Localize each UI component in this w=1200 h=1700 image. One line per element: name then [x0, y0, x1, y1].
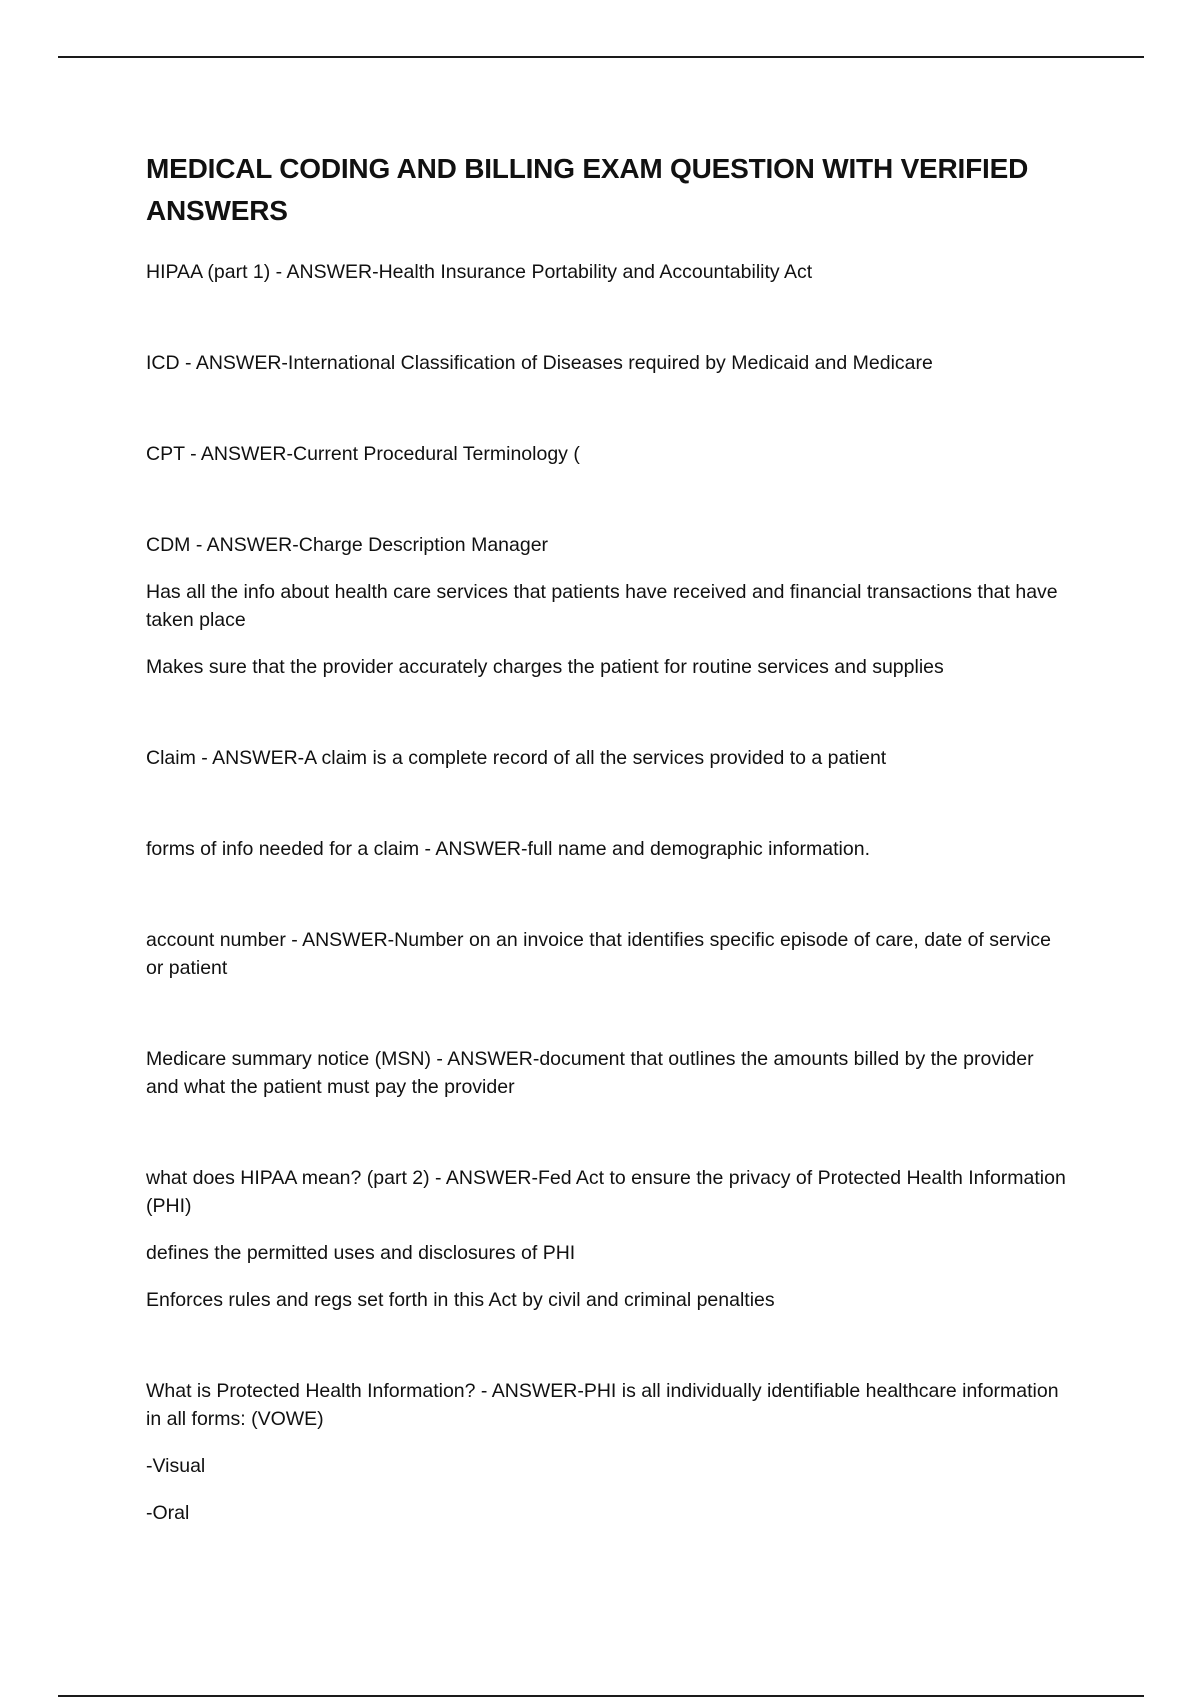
qa-line: Claim - ANSWER-A claim is a complete record of all the services provided to a patient: [146, 747, 887, 769]
qa-line: CPT - ANSWER-Current Procedural Terminology (: [146, 443, 580, 465]
qa-line: Makes sure that the provider accurately charges the patient for routine services and supplies: [146, 656, 944, 678]
qa-entry-msn: [146, 1045, 1066, 1101]
qa-entry-forms-of-info: [146, 835, 1066, 863]
qa-line: what does HIPAA mean? (part 2) - ANSWER-Fed Act to ensure the privacy of Protected Health Information (PHI): [146, 1167, 1066, 1217]
document-title: MEDICAL CODING AND BILLING EXAM QUESTION WITH VERIFIED ANSWERS: [146, 153, 1029, 226]
entry-spacer: [146, 377, 1066, 440]
qa-line: -Oral: [146, 1502, 190, 1524]
entry-spacer: [146, 863, 1066, 926]
qa-entry-hipaa-part1: [146, 258, 1066, 286]
qa-line: What is Protected Health Information? - ANSWER-PHI is all individually identifiable healthcare information in all forms: (VOWE): [146, 1380, 1059, 1430]
qa-line: account number - ANSWER-Number on an invoice that identifies specific episode of care, date of service or patient: [146, 929, 1052, 979]
top-rule: [58, 56, 1144, 58]
entry-spacer: [146, 286, 1066, 349]
qa-line: HIPAA (part 1) - ANSWER-Health Insurance Portability and Accountability Act: [146, 261, 813, 283]
qa-entry-claim: [146, 744, 1066, 772]
qa-entry-cdm: [146, 531, 1066, 681]
qa-entry-cpt: [146, 440, 1066, 468]
qa-line: Has all the info about health care services that patients have received and financial transactions that have taken place: [146, 581, 1058, 631]
qa-entry-phi: [146, 1377, 1066, 1527]
qa-line: ICD - ANSWER-International Classification of Diseases required by Medicaid and Medicare: [146, 352, 933, 374]
qa-line: Enforces rules and regs set forth in this Act by civil and criminal penalties: [146, 1289, 775, 1311]
entry-spacer: [146, 1314, 1066, 1377]
entry-spacer: [146, 681, 1066, 744]
qa-line: -Visual: [146, 1455, 206, 1477]
entry-spacer: [146, 982, 1066, 1045]
document-body: [146, 148, 1066, 1527]
qa-entry-icd: [146, 349, 1066, 377]
entry-spacer: [146, 772, 1066, 835]
bottom-rule: [58, 1695, 1144, 1697]
qa-entry-account-number: [146, 926, 1066, 982]
qa-line: defines the permitted uses and disclosures of PHI: [146, 1242, 576, 1264]
entry-spacer: [146, 1101, 1066, 1164]
qa-entry-hipaa-part2: [146, 1164, 1066, 1314]
qa-line: CDM - ANSWER-Charge Description Manager: [146, 534, 549, 556]
qa-line: forms of info needed for a claim - ANSWER-full name and demographic information.: [146, 838, 870, 860]
qa-line: Medicare summary notice (MSN) - ANSWER-document that outlines the amounts billed by the provider and what the patient must pay the provider: [146, 1048, 1034, 1098]
entry-spacer: [146, 468, 1066, 531]
